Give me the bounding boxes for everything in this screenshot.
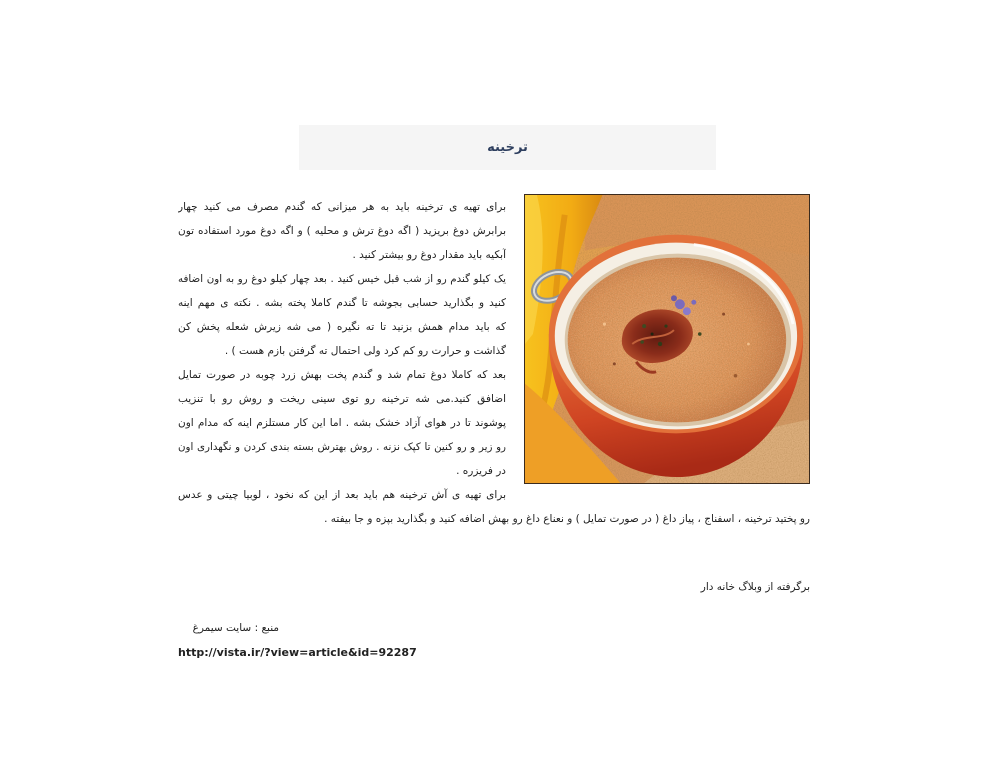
credit-line: منبع : سایت سیمرغ: [192, 622, 279, 634]
source-url: http://vista.ir/?view=article&id=92287: [178, 646, 417, 659]
article-paragraph-continued: [178, 507, 810, 531]
purple-petal: [671, 295, 677, 301]
herb-speck: [698, 332, 702, 336]
article-line: بعد که کاملا دوغ تمام شد و گندم پخت بهش زرد چوبه در صورت تمایل: [178, 369, 506, 381]
herb-speck: [664, 325, 667, 328]
article-paragraph: [178, 195, 506, 267]
soup-bit: [747, 343, 750, 346]
herb-speck: [658, 342, 662, 346]
soup-photo-illustration: [525, 195, 809, 483]
article-line: کنید و بگذارید حسابی بجوشه تا گندم کاملا پخته بشه . نکته ی مهم اینه: [178, 297, 506, 309]
article-paragraph: [178, 363, 506, 483]
article-paragraph: [178, 267, 506, 363]
purple-petal: [691, 300, 696, 305]
purple-petal: [683, 307, 691, 315]
soup-bit: [734, 374, 738, 378]
herb-speck: [640, 340, 644, 344]
article-body: [178, 195, 506, 507]
soup-bit: [722, 313, 725, 316]
article-title-bar: [299, 125, 716, 170]
article-line: رو زیر و رو کنین تا کپک نزنه . روش بهترش بسته بندی کردن و نگهداری اون: [178, 441, 506, 453]
article-line: رو پختید ترخینه ، اسفناج ، پیاز داغ ( در صورت تمایل ) و نعناع داغ رو بهش اضافه کنید و بگذارید بپزه و جا بیفته .: [324, 513, 810, 525]
soup-photo: [524, 194, 810, 484]
article-line: یک کیلو گندم رو از شب قبل خیس کنید . بعد چهار کیلو دوغ رو به اون اضافه: [178, 273, 506, 285]
article-line: پوشوند تا در هوای آزاد خشک بشه . اما این کار مستلزم اینه که مدام اون: [178, 417, 506, 429]
source-note: برگرفته از وبلاگ خانه دار: [700, 581, 810, 593]
article-line: برای تهیه ی آش ترخینه هم باید بعد از این که نخود ، لوبیا چیتی و عدس: [178, 489, 506, 501]
herb-speck: [642, 324, 646, 328]
article-title: ترخینه: [487, 140, 528, 155]
article-line: که باید مدام همش بزنید تا ته نگیره ( می شه زیرش شعله پخش کن: [178, 321, 506, 333]
article-line: اضافق کنید.می شه ترخینه رو توی سینی ریخت و روش رو با تنزیب: [178, 393, 506, 405]
herb-speck: [651, 333, 654, 336]
soup-bit: [613, 362, 616, 365]
purple-petal: [675, 299, 685, 309]
article-line: برابرش دوغ بریزید ( اگه دوغ ترش و محلیه ) و اگه دوغ مورد استفاده تون: [178, 225, 506, 237]
soup-bit: [603, 323, 606, 326]
article-line: برای تهیه ی ترخینه باید به هر میزانی که گندم مصرف می کنید چهار: [178, 201, 506, 213]
article-line: آبکیه باید مقدار دوغ رو بیشتر کنید .: [352, 249, 506, 261]
article-line: در فریزره .: [456, 465, 506, 477]
article-paragraph: [178, 483, 506, 507]
article-line: گذاشت و حرارت رو کم کرد ولی احتمال ته گرفتن بازم هست ) .: [224, 345, 506, 357]
